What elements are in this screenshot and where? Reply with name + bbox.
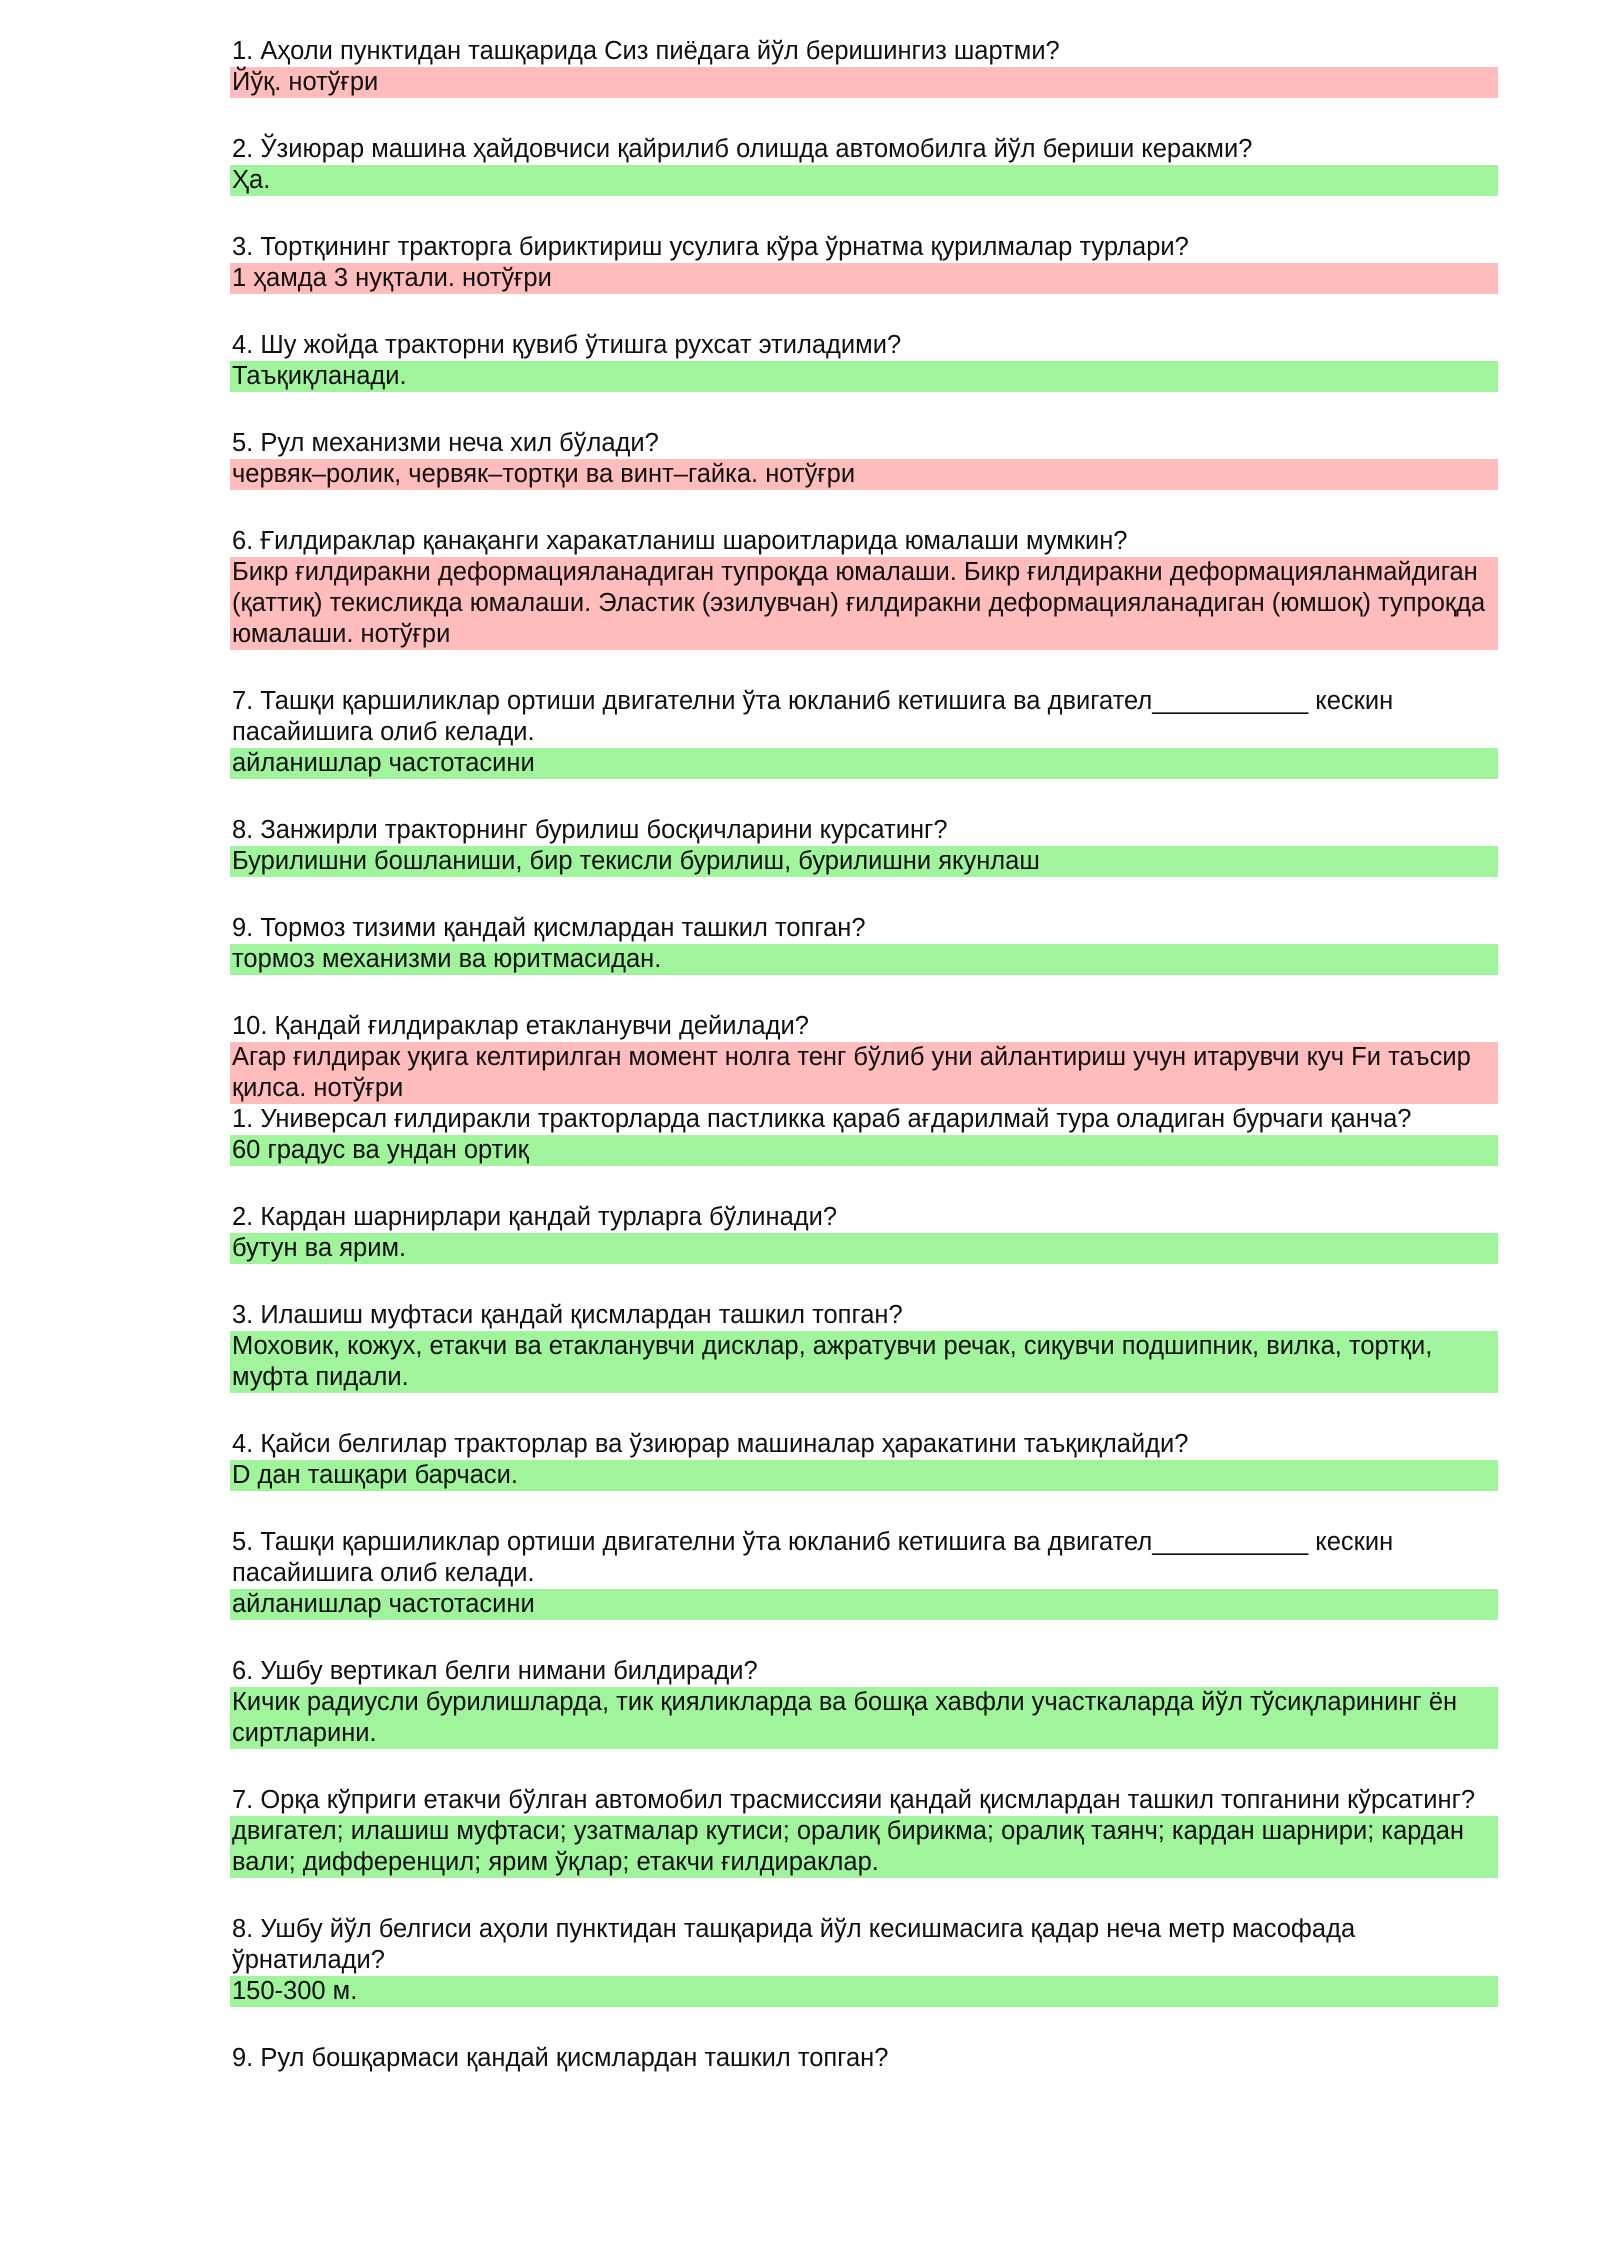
answer-correct: айланишлар частотасини [230,1589,1498,1620]
question-item [230,1202,1498,1264]
question-text: 7. Орқа кўприги етакчи бўлган автомобил трасмиссияи қандай қисмлардан ташкил топганини кўрсатинг? [232,1786,1476,1814]
answer-correct: двигател; илашиш муфтаси; узатмалар кутиси; оралиқ бирикма; оралиқ таянч; кардан шарнири; кардан вали; дифференцил; ярим ўқлар; етакчи ғилдираклар. [230,1816,1498,1878]
question-item [230,1527,1498,1620]
question-item [230,134,1498,196]
answer-correct: D дан ташқари барчаси. [230,1460,1498,1491]
answer-correct: Кичик радиусли бурилишларда, тик қияликларда ва бошқа хавфли участкаларда йўл тўсиқларининг ён сиртларини. [230,1687,1498,1749]
question-item [230,526,1498,650]
question-item [230,1300,1498,1393]
question-item [230,330,1498,392]
spacer [230,490,1498,526]
spacer [230,2007,1498,2043]
question-text: 10. Қандай ғилдираклар етакланувчи дейилади? [232,1012,809,1040]
spacer [230,392,1498,428]
spacer [230,1393,1498,1429]
question-item [230,1785,1498,1878]
question-item [230,232,1498,294]
answer-correct: Таъқиқланади. [230,361,1498,392]
spacer [230,294,1498,330]
question-text: 2. Кардан шарнирлари қандай турларга бўлинади? [232,1203,838,1231]
question-item [230,2043,1498,2074]
quiz-document [230,36,1498,2074]
question-text: 6. Ушбу вертикал белги нимани билдиради? [232,1657,758,1685]
answer-incorrect: Агар ғилдирак уқига келтирилган момент нолга тенг бўлиб уни айлантириш учун итарувчи куч Fи таъсир қилса. нотўғри [230,1042,1498,1104]
question-item [230,913,1498,975]
question-text: 2. Ўзиюрар машина ҳайдовчиси қайрилиб олишда автомобилга йўл бериши керакми? [232,135,1253,163]
answer-incorrect: червяк–ролик, червяк–тортқи ва винт–гайка. нотўғри [230,459,1498,490]
spacer [230,98,1498,134]
answer-correct: айланишлар частотасини [230,748,1498,779]
spacer [230,975,1498,1011]
question-text: 7. Ташқи қаршиликлар ортиши двигателни ўта юкланиб кетишига ва двигател___________ кескин пасайишига олиб келади. [232,687,1394,746]
question-text: 9. Рул бошқармаси қандай қисмлардан ташкил топган? [232,2044,889,2072]
answer-incorrect: 1 ҳамда 3 нуқтали. нотўғри [230,263,1498,294]
question-text: 4. Қайси белгилар тракторлар ва ўзиюрар машиналар ҳаракатини таъқиқлайди? [232,1430,1189,1458]
spacer [230,650,1498,686]
answer-correct: Ҳа. [230,165,1498,196]
question-text: 5. Рул механизми неча хил бўлади? [232,429,659,457]
answer-correct: Бурилишни бошланиши, бир текисли бурилиш, бурилишни якунлаш [230,846,1498,877]
question-text: 3. Илашиш муфтаси қандай қисмлардан ташкил топган? [232,1301,903,1329]
answer-correct: бутун ва ярим. [230,1233,1498,1264]
spacer [230,1264,1498,1300]
question-item [230,1914,1498,2007]
spacer [230,1491,1498,1527]
question-item [230,815,1498,877]
question-item [230,686,1498,779]
answer-correct: тормоз механизми ва юритмасидан. [230,944,1498,975]
question-item [230,1656,1498,1749]
question-text: 8. Занжирли тракторнинг бурилиш босқичларини курсатинг? [232,816,948,844]
spacer [230,877,1498,913]
question-item [230,36,1498,98]
spacer [230,1749,1498,1785]
spacer [230,779,1498,815]
question-item [230,1104,1498,1166]
question-text: 5. Ташқи қаршиликлар ортиши двигателни ўта юкланиб кетишига ва двигател___________ кескин пасайишига олиб келади. [232,1528,1394,1587]
spacer [230,196,1498,232]
question-text: 9. Тормоз тизими қандай қисмлардан ташкил топган? [232,914,866,942]
spacer [230,1878,1498,1914]
spacer [230,1620,1498,1656]
spacer [230,1166,1498,1202]
answer-correct: 150-300 м. [230,1976,1498,2007]
answer-correct: 60 градус ва ундан ортиқ [230,1135,1498,1166]
question-item [230,1429,1498,1491]
question-item [230,428,1498,490]
question-text: 4. Шу жойда тракторни қувиб ўтишга рухсат этиладими? [232,331,902,359]
answer-incorrect: Йўқ. нотўғри [230,67,1498,98]
question-item [230,1011,1498,1104]
question-text: 6. Ғилдираклар қанақанги харакатланиш шароитларида юмалаши мумкин? [232,527,1128,555]
answer-correct: Моховик, кожух, етакчи ва етакланувчи дисклар, ажратувчи речак, сиқувчи подшипник, вилка, тортқи, муфта пидали. [230,1331,1498,1393]
question-text: 3. Тортқининг тракторга бириктириш усулига кўра ўрнатма қурилмалар турлари? [232,233,1189,261]
question-text: 8. Ушбу йўл белгиси аҳоли пунктидан ташқарида йўл кесишмасига қадар неча метр масофада ўрнатилади? [232,1915,1356,1974]
answer-incorrect: Бикр ғилдиракни деформацияланадиган тупроқда юмалаши. Бикр ғилдиракни деформацияланмайдиган (қаттиқ) текисликда юмалаши. Эластик (эзилувчан) ғилдиракни деформацияланадиган (юмшоқ) тупроқда юмалаши. нотўғри [230,557,1498,650]
question-text: 1. Аҳоли пунктидан ташқарида Сиз пиёдага йўл беришингиз шартми? [232,37,1060,65]
question-text: 1. Универсал ғилдиракли тракторларда пастликка қараб ағдарилмай тура оладиган бурчаги қанча? [232,1105,1412,1133]
